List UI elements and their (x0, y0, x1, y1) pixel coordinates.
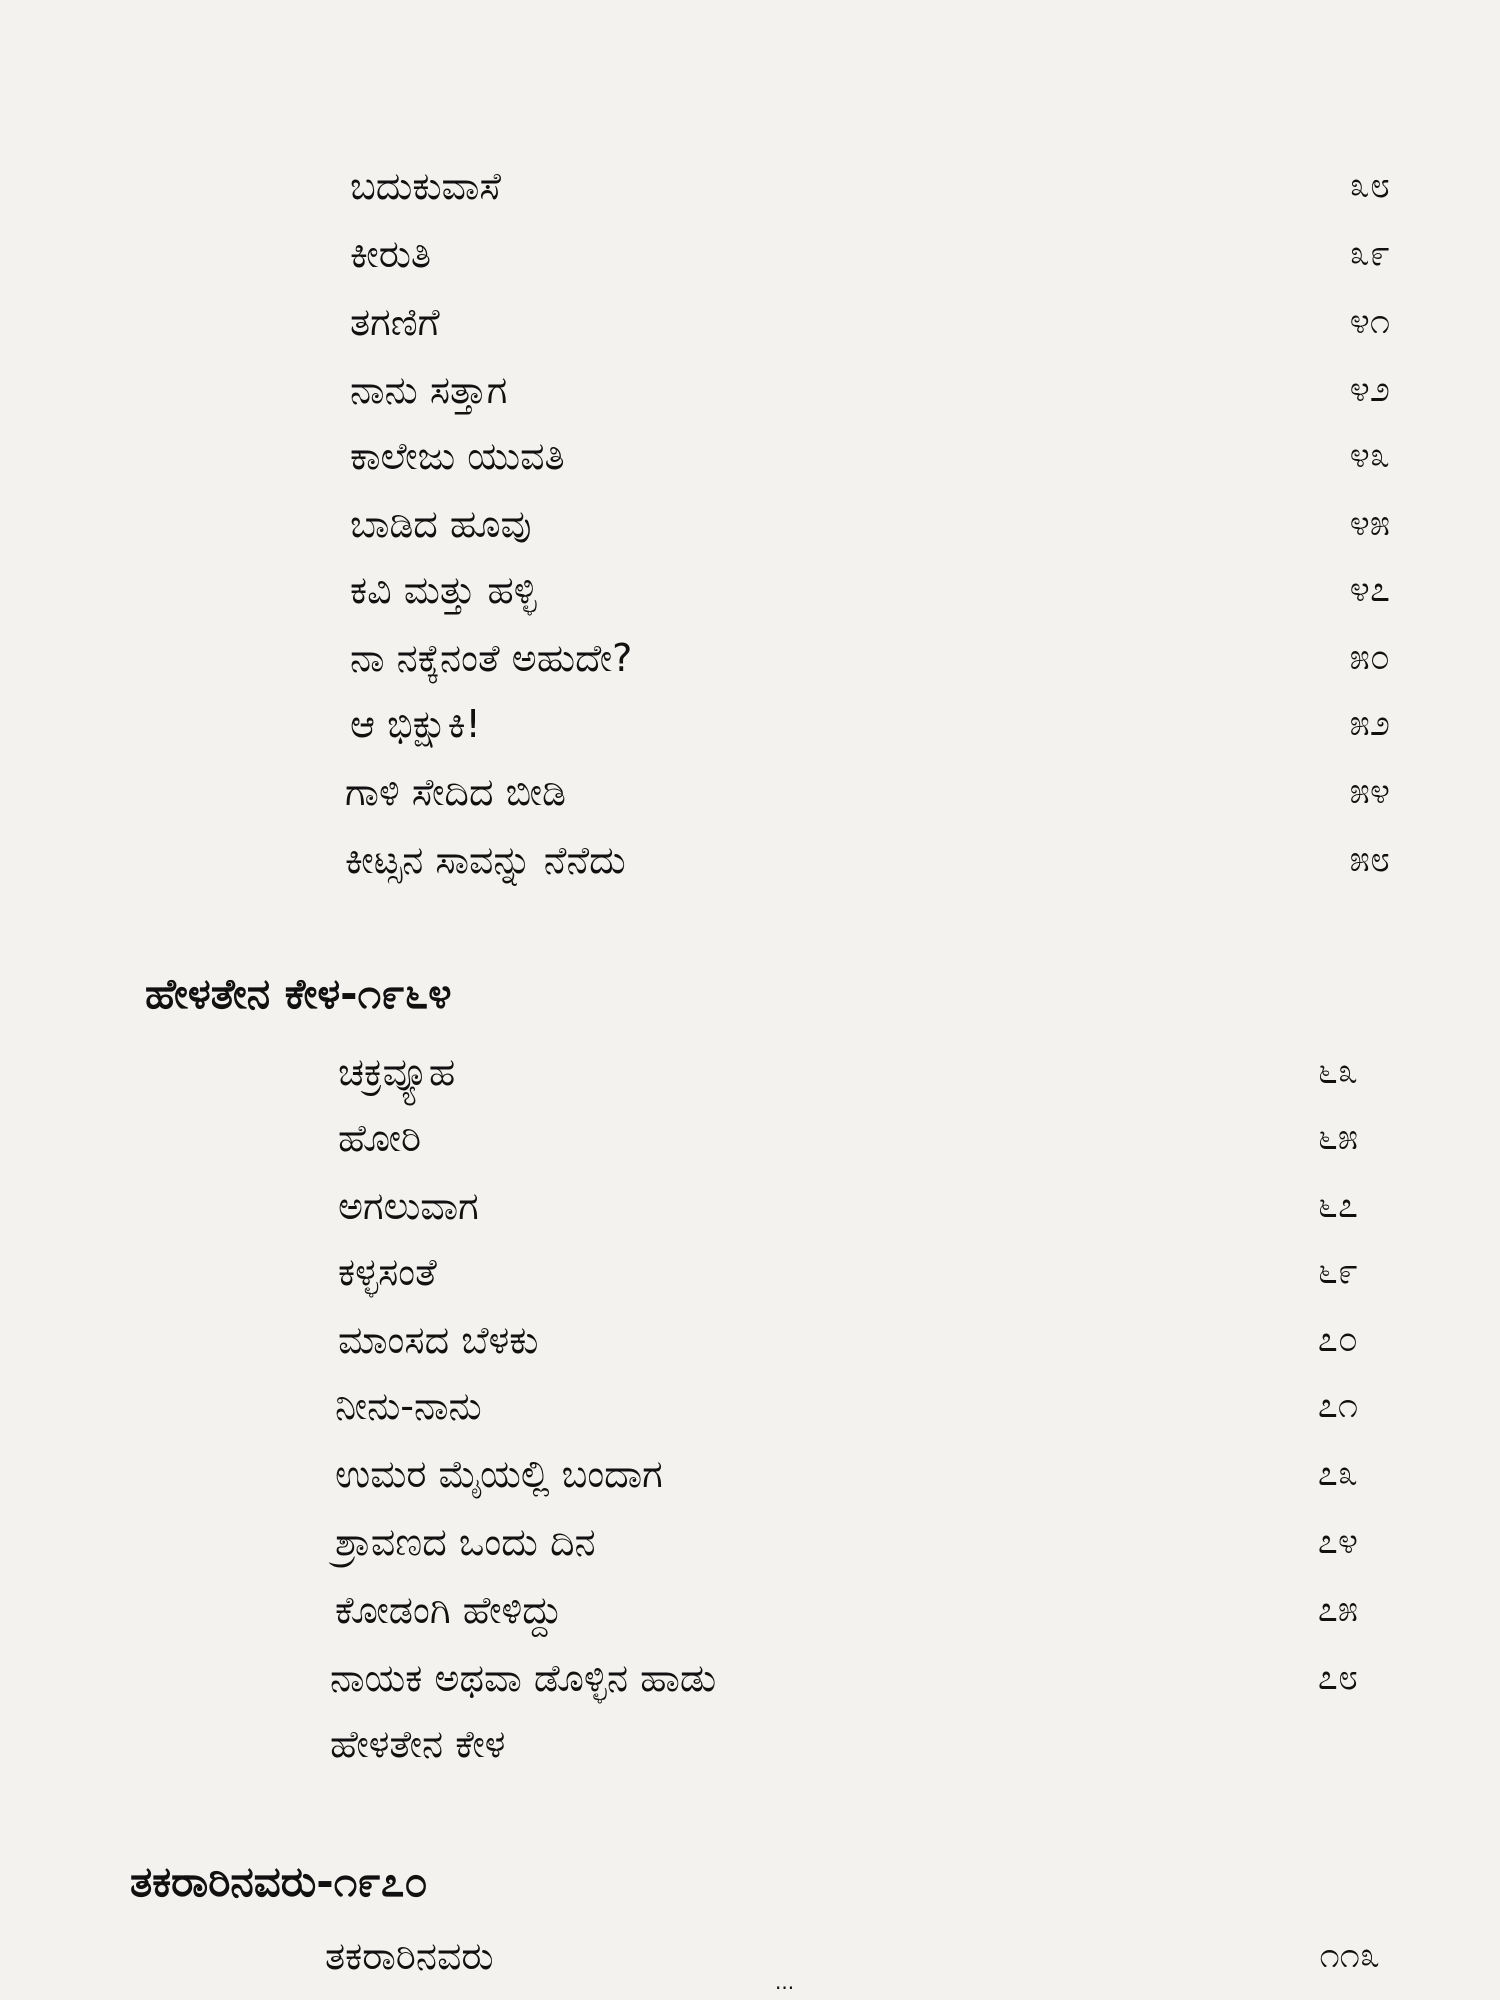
toc-entry (335, 1448, 1378, 1500)
toc-entry (325, 1930, 1380, 1982)
toc-entry-title: ಮಾಂಸದ ಬೆಳಕು (338, 1318, 539, 1362)
toc-entry (335, 1584, 1378, 1636)
toc-entry (338, 1246, 1378, 1298)
toc-entry (345, 834, 1390, 886)
toc-entry-title: ತಗಣಿಗೆ (350, 300, 440, 344)
toc-entry-title: ಕವಿ ಮತ್ತು ಹಳ್ಳಿ (350, 568, 537, 612)
toc-entry-page: ೭೪ (1317, 1521, 1358, 1562)
toc-entry-page: ೫೮ (1349, 839, 1390, 880)
toc-entry (345, 766, 1390, 818)
toc-entry-page: ೪೭ (1349, 569, 1390, 610)
toc-entry-page: ೧೧೩ (1319, 1935, 1380, 1976)
toc-entry-title: ಚಕ್ರವ್ಯೂಹ (338, 1050, 456, 1094)
toc-entry-page: ೫೨ (1349, 703, 1390, 744)
continuation-dots: ... (775, 1970, 795, 1994)
toc-entry-title: ಬಾಡಿದ ಹೂವು (350, 502, 532, 546)
toc-entry-page: ೭೦ (1317, 1319, 1358, 1360)
toc-entry-page: ೪೧ (1349, 301, 1390, 342)
toc-entry (338, 1112, 1378, 1164)
toc-entry-page: ೫೦ (1349, 637, 1390, 678)
toc-entry (350, 364, 1390, 416)
toc-entry-page: ೭೩ (1317, 1453, 1358, 1494)
toc-entry-title: ಕಾಲೇಜು ಯುವತಿ (350, 434, 565, 478)
toc-entry-page: ೪೨ (1349, 369, 1390, 410)
toc-entry-page: ೩೯ (1349, 233, 1390, 274)
toc-entry (335, 1380, 1378, 1432)
toc-entry-title: ಶ್ರಾವಣದ ಒಂದು ದಿನ (335, 1520, 596, 1564)
toc-entry-page: ೭೫ (1317, 1589, 1358, 1630)
toc-entry-page: ೫೪ (1349, 771, 1390, 812)
toc-entry-title: ಉಮರ ಮೈಯಲ್ಲಿ ಬಂದಾಗ (335, 1452, 663, 1496)
toc-entry (338, 1180, 1378, 1232)
toc-entry-title: ಕೀರುತಿ (350, 232, 432, 276)
toc-entry (350, 430, 1390, 482)
toc-entry-page: ೭೮ (1317, 1657, 1358, 1698)
toc-entry-title: ಕಳ್ಳಸಂತೆ (338, 1250, 437, 1294)
toc-entry-title: ಬದುಕುವಾಸೆ (350, 164, 502, 208)
toc-entry-page: ೬೯ (1317, 1251, 1358, 1292)
toc-entry (350, 632, 1390, 684)
toc-entry (338, 1314, 1378, 1366)
toc-entry-page: ೬೩ (1317, 1051, 1358, 1092)
toc-entry (330, 1718, 1378, 1770)
toc-entry-page: ೬೫ (1317, 1117, 1358, 1158)
toc-entry-page: ೭೧ (1317, 1385, 1358, 1426)
toc-entry (330, 1652, 1378, 1704)
toc-entry (350, 296, 1390, 348)
toc-entry (350, 564, 1390, 616)
toc-entry-title: ಆ ಭಿಕ್ಷುಕಿ! (350, 702, 481, 746)
toc-entry-title: ಕೋಡಂಗಿ ಹೇಳಿದ್ದು (335, 1588, 563, 1632)
toc-entry-title: ಗಾಳಿ ಸೇದಿದ ಬೀಡಿ (345, 770, 566, 814)
toc-entry-title: ತಕರಾರಿನವರು (325, 1934, 494, 1978)
toc-entry-page: ೪೩ (1349, 435, 1390, 476)
section-heading: ಹೇಳತೇನ ಕೇಳ-೧೯೬೪ (145, 969, 452, 1018)
toc-entry-page: ೬೭ (1317, 1185, 1358, 1226)
toc-entry (350, 498, 1390, 550)
toc-entry-title: ಹೋರಿ (338, 1116, 422, 1160)
toc-entry (338, 1046, 1378, 1098)
toc-entry-title: ಅಗಲುವಾಗ (338, 1184, 479, 1228)
toc-entry (335, 1516, 1378, 1568)
toc-entry (350, 228, 1390, 280)
toc-entry-title: ಹೇಳತೇನ ಕೇಳ (330, 1722, 506, 1766)
toc-entry-title: ನೀನು-ನಾನು (335, 1384, 482, 1428)
toc-entry-title: ಕೀಟ್ಸನ ಸಾವನ್ನು ನೆನೆದು (345, 838, 626, 882)
section-heading: ತಕರಾರಿನವರು-೧೯೭೦ (130, 1857, 428, 1906)
toc-entry (350, 160, 1390, 212)
toc-entry-page: ೩೮ (1349, 165, 1390, 206)
toc-entry (350, 698, 1390, 750)
toc-entry-page: ೪೫ (1349, 503, 1390, 544)
toc-entry-title: ನಾ ನಕ್ಕೆನಂತೆ ಅಹುದೇ? (350, 636, 633, 680)
toc-entry-title: ನಾಯಕ ಅಥವಾ ಡೊಳ್ಳಿನ ಹಾಡು (330, 1656, 717, 1700)
toc-entry-title: ನಾನು ಸತ್ತಾಗ (350, 368, 508, 412)
